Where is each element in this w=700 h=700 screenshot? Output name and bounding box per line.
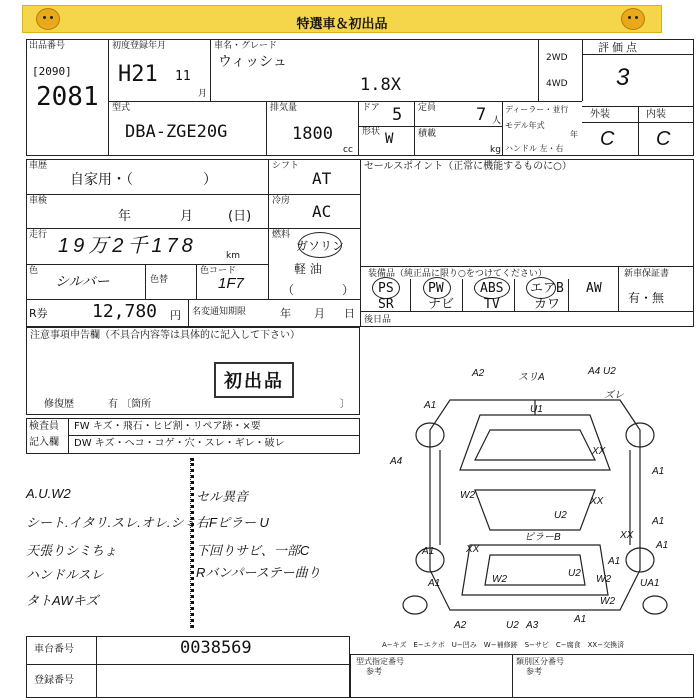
mascot-left-icon	[36, 8, 60, 30]
sales-point-label: セールスポイント（正常に機能するものに○）	[364, 161, 572, 172]
lot-code: [2090]	[32, 65, 72, 78]
note-left-5: タトAWキズ	[26, 593, 99, 608]
history-value: 自家用・（ ）	[70, 172, 217, 188]
note-left-2: シート.イタリ.スレ.オレ.シミ	[26, 515, 197, 530]
doors-value: 5	[392, 105, 403, 125]
windshield-outline	[460, 415, 610, 470]
repair-value: 有 〔箇所	[108, 399, 152, 410]
car-grade: 1.8X	[360, 75, 401, 95]
history-label: 車歴	[29, 161, 48, 171]
model-label: 型式	[112, 103, 131, 113]
header-title: 特選車＆初出品	[296, 17, 388, 32]
mascot-right-icon	[621, 8, 645, 30]
inspector-label: 検査員	[29, 421, 59, 432]
type-spec-label: 型式指定番号	[356, 657, 404, 666]
roof-outline	[475, 490, 595, 530]
equip-leather: カワ	[534, 297, 561, 312]
note-left-4: ハンドルスレ	[26, 567, 104, 582]
ext-rating: C	[600, 128, 615, 150]
color-code: 1F7	[218, 275, 244, 292]
mileage-label: 走行	[29, 230, 48, 240]
load-label: 積載	[418, 129, 437, 139]
note-left-3: 天張りシミちょ	[26, 543, 118, 558]
note-left-1: A.U.W2	[26, 486, 71, 501]
shift-value: AT	[312, 169, 332, 188]
equip-pw: PW	[428, 281, 444, 296]
rating-label: 評価点	[598, 41, 640, 54]
equip-sr: SR	[378, 297, 394, 312]
model-year-label: モデル年式	[505, 121, 545, 130]
shift-label: シフト	[272, 161, 300, 171]
entry-label: 記入欄	[29, 437, 59, 448]
rating-score: 3	[616, 64, 630, 91]
note-right-3: 下回りサビ、一部C	[196, 543, 310, 558]
inspector-row-fw: FW キズ・飛石・ヒビ割・リペア跡・×要	[74, 421, 261, 432]
first-listing-stamp: 初出品	[214, 362, 294, 398]
color-change-label: 色替	[150, 275, 169, 285]
ac-label: 冷房	[272, 196, 291, 206]
color-label: 色	[29, 266, 39, 276]
equip-ps: PS	[378, 281, 394, 296]
chassis-label: 車台番号	[34, 644, 74, 655]
displacement-label: 排気量	[270, 103, 298, 113]
notes-label: 注意事項申告欄（不具合内容等は具体的に記入して下さい）	[30, 330, 300, 341]
fuel-label: 燃料	[272, 230, 291, 240]
class-number-label: 類別区分番号	[516, 657, 564, 666]
equip-navi: ナビ	[428, 297, 455, 312]
repair-label: 修復歴	[44, 399, 74, 410]
shape-label: 形状	[362, 127, 381, 137]
equip-airbag: エアB	[530, 281, 564, 296]
header-banner	[22, 5, 662, 33]
damage-legend: A−キズ E−エクボ U−凹み W−補修跡 S−サビ C−腐食 XX−交換済	[382, 641, 625, 649]
capacity-value: 7	[476, 105, 487, 125]
doors-label: ドア	[362, 103, 380, 113]
first-reg-label: 初度登録年月	[112, 41, 167, 51]
aftermarket-label: 後日品	[364, 315, 392, 325]
first-reg-era: H21	[118, 62, 158, 87]
car-name: ウィッシュ	[218, 54, 287, 70]
equip-abs: ABS	[480, 281, 504, 296]
fuel-circle	[296, 232, 345, 258]
note-right-4: Rバンパーステー曲り	[196, 565, 321, 580]
handle-label: ハンドル 左・右	[505, 144, 564, 153]
ext-label: 外装	[590, 109, 610, 120]
displacement-value: 1800	[292, 124, 333, 144]
rear-window-outline	[462, 545, 608, 595]
car-name-label: 車名・グレード	[214, 41, 278, 51]
color-code-label: 色コード	[200, 266, 237, 276]
model-value: DBA-ZGE20G	[125, 122, 228, 142]
first-reg-month: 11	[175, 69, 191, 84]
capacity-label: 定員	[418, 103, 437, 113]
drive-4wd: 4WD	[546, 79, 568, 89]
chassis-number: 0038569	[180, 638, 252, 658]
equip-aw: AW	[586, 281, 602, 296]
registration-label: 登録番号	[34, 675, 74, 686]
note-right-2: 右Fピラー U	[196, 515, 269, 530]
fuel-gas: ガソリン	[296, 239, 345, 253]
int-rating: C	[656, 128, 671, 150]
color-value: シルバー	[55, 273, 110, 289]
shape-value: W	[385, 131, 394, 147]
ac-value: AC	[312, 202, 332, 221]
lot-label: 出品番号	[29, 41, 66, 51]
inspection-label: 車検	[29, 196, 48, 206]
equipment-label: 装備品（純正品に限り○をつけてください）	[368, 269, 547, 279]
dealer-label: ディーラー・並行	[505, 105, 569, 114]
int-label: 内装	[646, 109, 666, 120]
fuel-diesel: 軽 油	[294, 262, 322, 276]
price-value: 12,780	[92, 301, 158, 322]
name-change-label: 名変通知期限	[192, 307, 247, 317]
mileage-value: 19万2千178	[58, 235, 197, 257]
equip-tv: TV	[484, 297, 500, 312]
drive-2wd: 2WD	[546, 53, 568, 63]
warranty-label: 新車保証書	[624, 269, 670, 279]
note-right-1: セル異音	[196, 489, 249, 504]
price-label: R券	[29, 307, 48, 320]
lot-number: 2081	[36, 82, 99, 112]
warranty-options: 有・無	[628, 291, 665, 305]
inspector-row-dw: DW キズ・ヘコ・コゲ・穴・スレ・ギレ・破レ	[74, 438, 285, 449]
